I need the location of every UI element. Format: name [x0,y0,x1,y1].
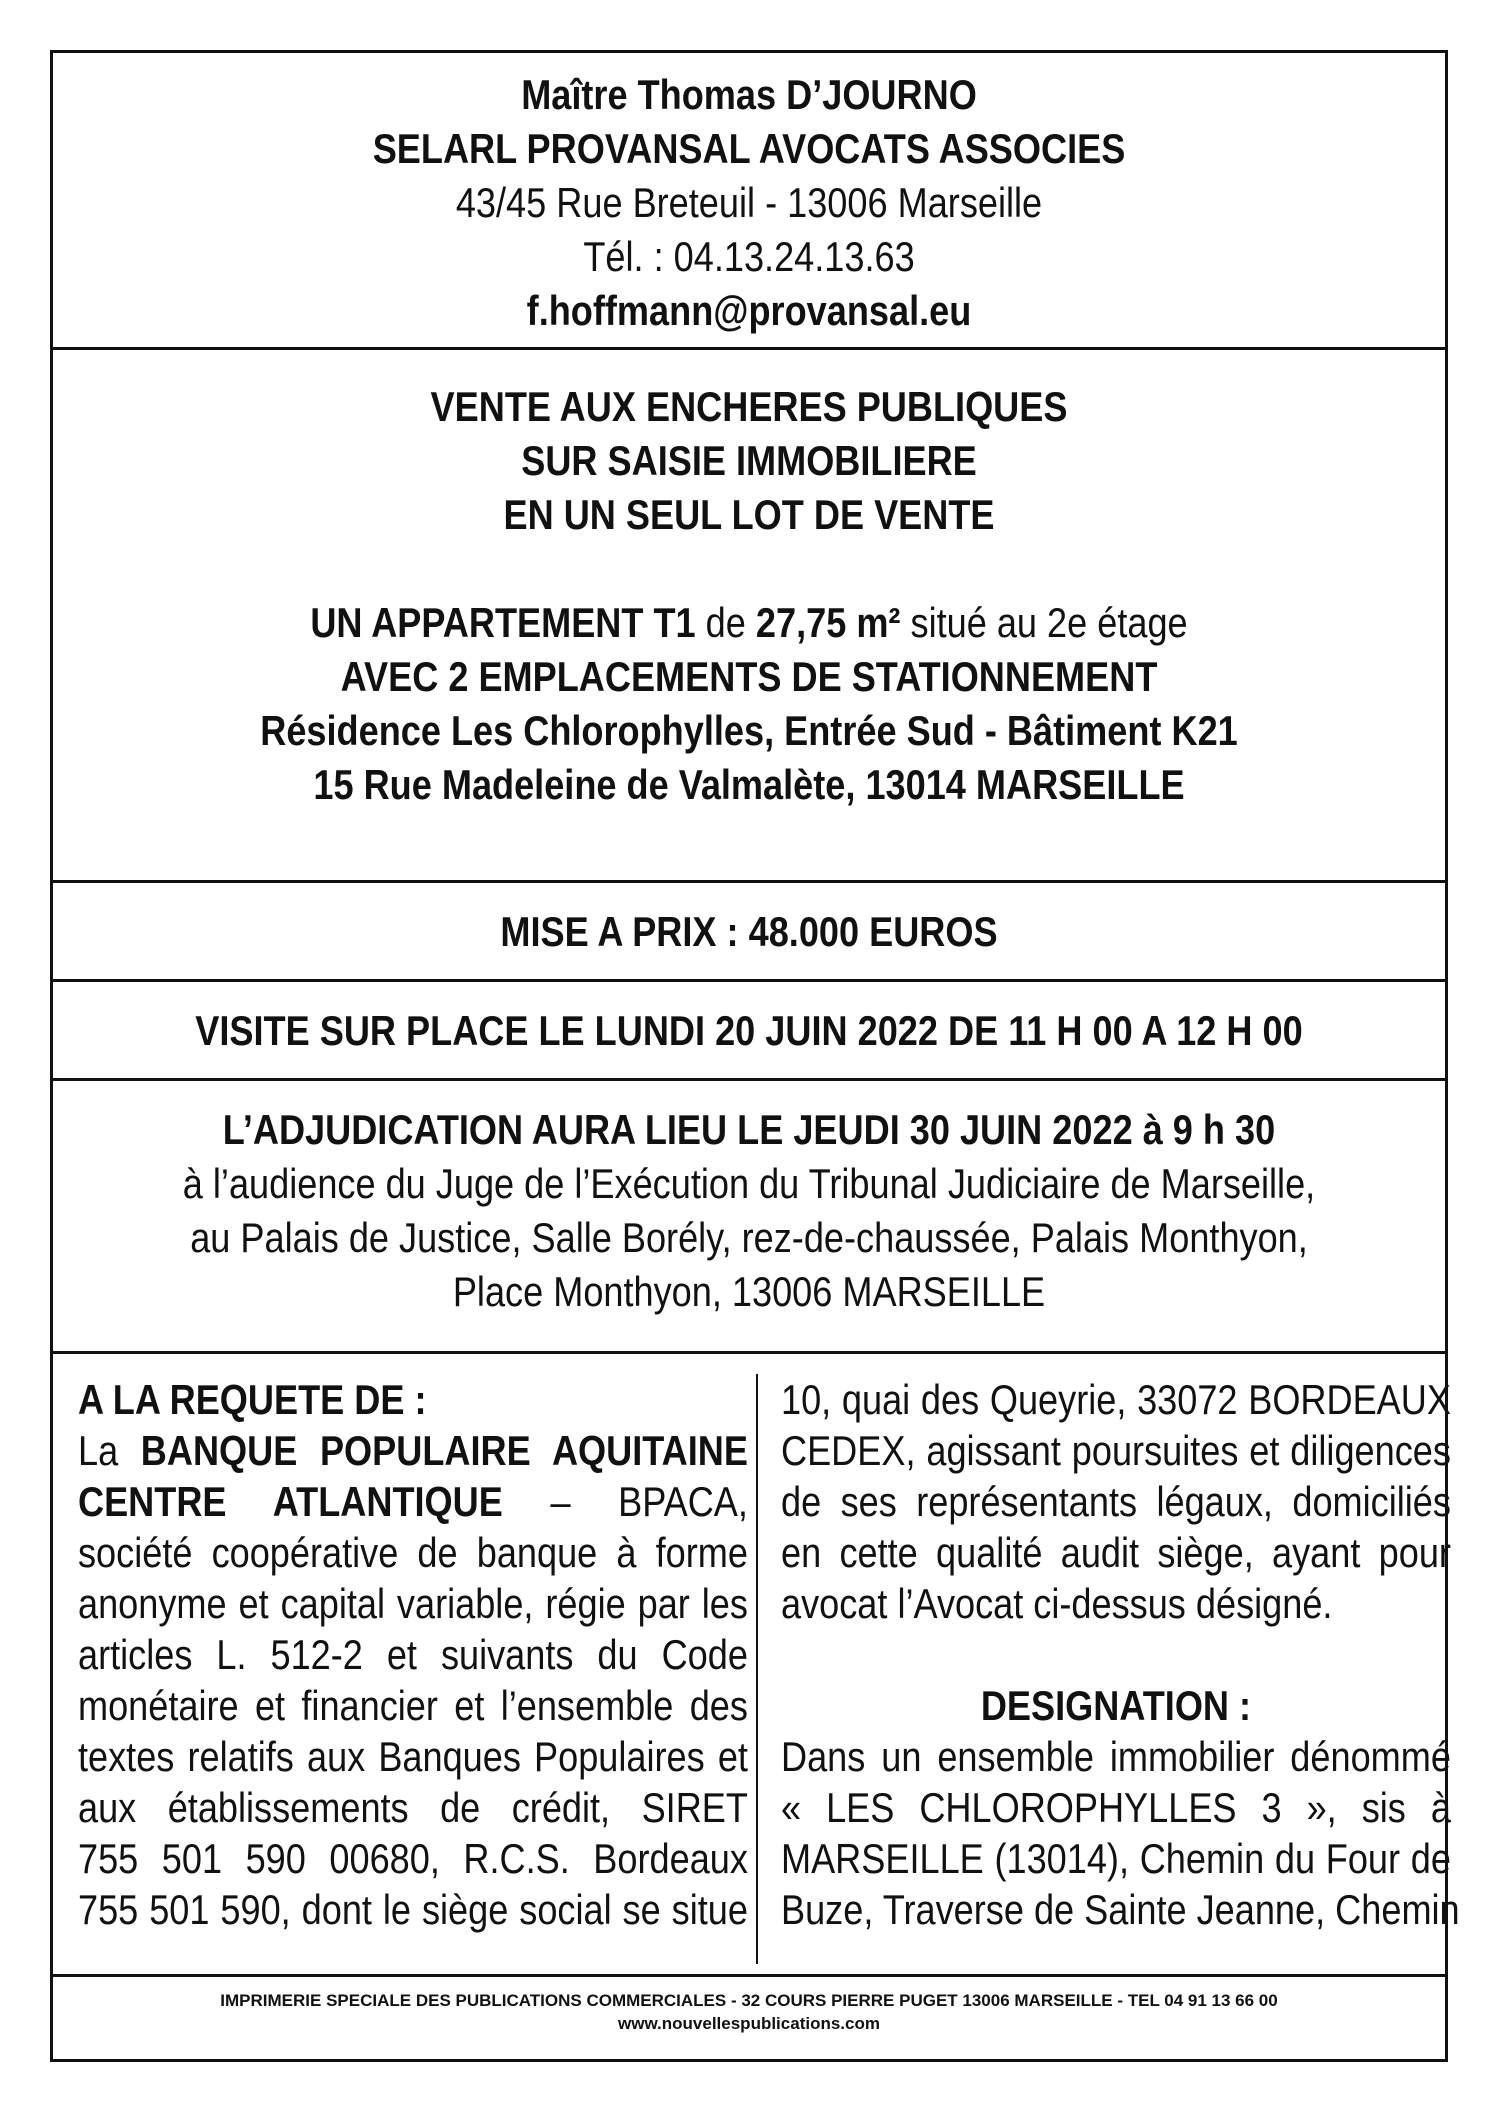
column-divider [756,1374,758,1964]
printer-footer [53,1974,1445,2062]
bank-name-line [78,1425,748,1476]
street-line: 15 Rue Madeleine de Valmalète, 13014 MARSEILLE [313,761,1185,808]
text-line: Dans un ensemble immobilier dénommé [781,1733,1451,1780]
text-line: 10, quai des Queyrie, 33072 BORDEAUX [781,1376,1451,1423]
adjudication-line: Place Monthyon, 13006 MARSEILLE [452,1268,1046,1315]
price-text: MISE A PRIX : 48.000 EUROS [500,908,998,955]
starting-price [53,883,1445,982]
printer-website[interactable]: www.nouvellespublications.com [618,2014,880,2033]
bank-name-cont: CENTRE ATLANTIQUE [78,1478,503,1525]
lawyer-name: Maître Thomas D’JOURNO [521,71,977,118]
adjudication-title: L’ADJUDICATION AURA LIEU LE JEUDI 30 JUIN 2022 à 9 h 30 [222,1106,1276,1153]
text-line: textes relatifs aux Banques Populaires et [78,1733,748,1780]
body-columns [53,1354,1460,1974]
text-line: CEDEX, agissant poursuites et diligences [781,1427,1451,1474]
adjudication-line: au Palais de Justice, Salle Borély, rez-de-chaussée, Palais Monthyon, [190,1214,1308,1261]
visit-info [53,982,1445,1081]
residence-line: Résidence Les Chlorophylles, Entrée Sud - Bâtiment K21 [260,707,1238,754]
apartment-text: de [695,599,756,646]
text-line: avocat l’Avocat ci-dessus désigné. [781,1580,1333,1627]
text-line: anonyme et capital variable, régie par les [78,1580,748,1627]
text-line: « LES CHLOROPHYLLES 3 », sis à [781,1784,1451,1831]
text-line: articles L. 512-2 et suivants du Code [78,1631,748,1678]
lawyer-header [53,53,1445,350]
spacer [150,542,1347,596]
text-line: société coopérative de banque à forme [78,1529,748,1576]
right-column [781,1374,1460,1935]
law-firm: SELARL PROVANSAL AVOCATS ASSOCIES [372,125,1126,172]
text-line: en cette qualité audit siège, ayant pour [781,1529,1451,1576]
apartment-floor: situé au 2e étage [900,599,1188,646]
left-column [78,1374,748,1935]
sale-title-line: SUR SAISIE IMMOBILIERE [521,437,977,484]
text-line: Buze, Traverse de Sainte Jeanne, Chemin [781,1886,1460,1933]
bank-name-line-2 [78,1476,748,1527]
parking-line: AVEC 2 EMPLACEMENTS DE STATIONNEMENT [340,653,1158,700]
adjudication-line: à l’audience du Juge de l’Exécution du Tribunal Judiciaire de Marseille, [182,1160,1316,1207]
request-heading: A LA REQUETE DE : [78,1376,427,1423]
firm-phone: Tél. : 04.13.24.13.63 [583,233,915,280]
text-line: 755 501 590, dont le siège social se situe [78,1886,748,1933]
apartment-line [150,596,1347,650]
spacer [781,1629,1451,1680]
firm-email[interactable]: f.hoffmann@provansal.eu [526,287,972,334]
apartment-area: 27,75 m² [755,599,901,646]
text-line: monétaire et financier et l’ensemble des [78,1682,748,1729]
adjudication-info [53,1081,1445,1354]
text-line: aux établissements de crédit, SIRET [78,1784,748,1831]
legal-notice-frame [50,50,1460,2062]
sale-description [53,350,1445,883]
firm-address: 43/45 Rue Breteuil - 13006 Marseille [455,179,1043,226]
text-line: 755 501 590 00680, R.C.S. Bordeaux [78,1835,748,1882]
bank-acronym: – BPACA, [502,1478,748,1525]
visit-text: VISITE SUR PLACE LE LUNDI 20 JUIN 2022 DE 11 H 00 A 12 H 00 [195,1007,1303,1054]
sale-title-line: EN UN SEUL LOT DE VENTE [503,491,995,538]
text-plain: La [78,1427,141,1474]
bank-name: BANQUE POPULAIRE AQUITAINE [140,1427,748,1474]
sale-title-line: VENTE AUX ENCHERES PUBLIQUES [430,383,1068,430]
text-line: de ses représentants légaux, domiciliés [781,1478,1451,1525]
apartment-type: UN APPARTEMENT T1 [310,599,696,646]
designation-heading: DESIGNATION : [980,1682,1252,1729]
text-line: MARSEILLE (13014), Chemin du Four de [781,1835,1451,1882]
printer-info: IMPRIMERIE SPECIALE DES PUBLICATIONS COMMERCIALES - 32 COURS PIERRE PUGET 13006 MARSEILLE - TEL 04 91 13 66 00 [220,1991,1278,2010]
